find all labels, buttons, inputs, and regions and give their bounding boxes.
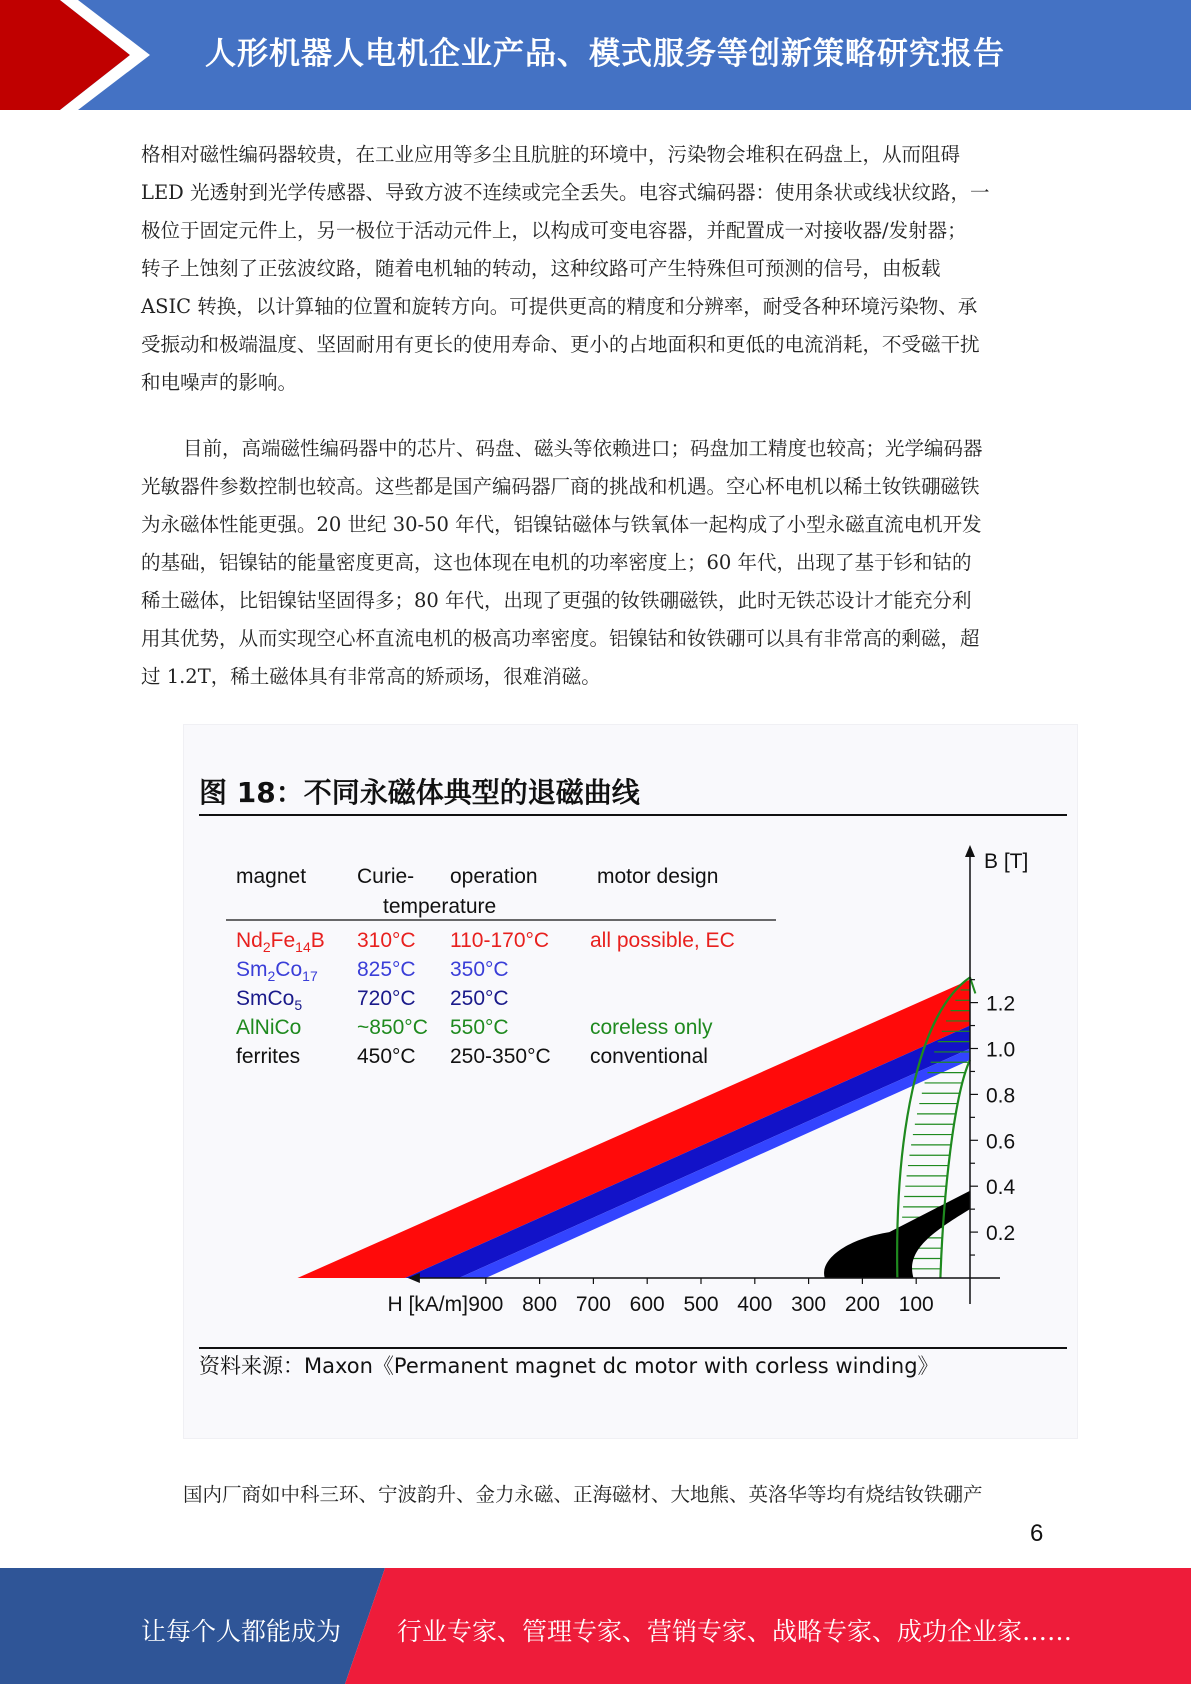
paragraph-3 — [141, 1476, 1048, 1514]
x-tick-label: 300 — [791, 1293, 827, 1316]
text-line: 受振动和极端温度、坚固耐用有更长的使用寿命、更小的占地面积和更低的电流消耗，不受磁干扰 — [141, 333, 980, 356]
paragraph-2 — [141, 430, 1048, 696]
table-cell-magnet: $Sm_2Co_{17}$ — [236, 958, 318, 984]
x-tick-label: 800 — [522, 1293, 558, 1316]
table-header: temperature — [383, 895, 497, 918]
y-tick-label: 0.4 — [986, 1176, 1016, 1200]
footer-slogan-right: 行业专家、管理专家、营销专家、战略专家、成功企业家…… — [397, 1617, 1073, 1646]
table-header: Curie- — [357, 865, 415, 888]
table-cell-operation: 250°C — [450, 987, 509, 1010]
table-cell-operation: 350°C — [450, 958, 509, 981]
text-line: 稀土磁体，比铝镍钴坚固得多；80 年代，出现了更强的钕铁硼磁铁，此时无铁芯设计才能充分利 — [141, 589, 972, 612]
figure-source: 资料来源：Maxon《Permanent magnet dc motor with corless winding》 — [199, 1354, 939, 1378]
text-line: ASIC 转换，以计算轴的位置和旋转方向。可提供更高的精度和分辨率，耐受各种环境污染物、承 — [141, 295, 978, 318]
text-line: 极位于固定元件上，另一极位于活动元件上，以构成可变电容器，并配置成一对接收器/发射器； — [141, 219, 967, 242]
text-line: 和电噪声的影响。 — [141, 371, 298, 394]
text-line: 为永磁体性能更强。20 世纪 30-50 年代，铝镍钴磁体与铁氧体一起构成了小型永磁直流电机开发 — [141, 513, 982, 536]
text-line: 国内厂商如中科三环、宁波韵升、金力永磁、正海磁材、大地熊、英洛华等均有烧结钕铁硼产 — [183, 1483, 983, 1506]
text-line: 过 1.2T，稀土磁体具有非常高的矫顽场，很难消磁。 — [141, 665, 601, 688]
y-axis-arrow-icon — [965, 845, 975, 857]
table-cell-magnet: SmCo$_5$ — [236, 987, 303, 1013]
table-cell-curie: 310°C — [357, 929, 416, 952]
text-line: 用其优势，从而实现空心杯直流电机的极高功率密度。铝镍钴和钕铁硼可以具有非常高的剩磁，超 — [141, 627, 980, 650]
figure-bottom-rule — [199, 1347, 1067, 1349]
x-tick-label: 700 — [575, 1293, 611, 1316]
table-cell-design: coreless only — [590, 1016, 713, 1039]
x-tick-label: 200 — [844, 1293, 880, 1316]
table-header: motor design — [597, 865, 719, 888]
table-cell-magnet: $Nd_2Fe_{14}B$ — [236, 929, 325, 955]
table-cell-operation: 110-170°C — [450, 929, 550, 952]
table-header: operation — [450, 865, 538, 888]
y-tick-label: 0.6 — [986, 1130, 1016, 1154]
x-tick-label: 500 — [683, 1293, 719, 1316]
text-line: 的基础，铝镍钴的能量密度更高，这也体现在电机的功率密度上；60 年代，出现了基于钐和钴的 — [141, 551, 972, 574]
x-axis-label: H [kA/m] — [387, 1293, 468, 1316]
table-cell-magnet: ferrites — [236, 1045, 301, 1068]
table-cell-design: conventional — [590, 1045, 708, 1068]
table-header: magnet — [236, 865, 307, 888]
x-tick-label: 400 — [737, 1293, 773, 1316]
y-axis-label: B [T] — [984, 850, 1029, 873]
x-tick-label: 900 — [468, 1293, 504, 1316]
table-cell-operation: 550°C — [450, 1016, 509, 1039]
report-title: 人形机器人电机企业产品、模式服务等创新策略研究报告 — [205, 36, 1005, 72]
table-cell-design: all possible, EC — [590, 929, 735, 952]
x-tick-label: 600 — [629, 1293, 665, 1316]
y-tick-label: 1.2 — [986, 992, 1016, 1016]
table-cell-curie: 720°C — [357, 987, 416, 1010]
footer-slogan-left: 让每个人都能成为 — [141, 1617, 342, 1646]
text-line: 目前，高端磁性编码器中的芯片、码盘、磁头等依赖进口；码盘加工精度也较高；光学编码器 — [183, 437, 983, 460]
text-line: LED 光透射到光学传感器、导致方波不连续或完全丢失。电容式编码器：使用条状或线状纹路，一 — [141, 181, 990, 204]
table-cell-magnet: AlNiCo — [236, 1016, 302, 1039]
text-line: 转子上蚀刻了正弦波纹路，随着电机轴的转动，这种纹路可产生特殊但可预测的信号，由板载 — [141, 257, 941, 280]
y-tick-label: 0.2 — [986, 1222, 1016, 1246]
table-cell-curie: 450°C — [357, 1045, 416, 1068]
table-cell-operation: 250-350°C — [450, 1045, 551, 1068]
table-cell-curie: ~850°C — [357, 1016, 428, 1039]
x-tick-label: 100 — [898, 1293, 934, 1316]
figure-18 — [183, 724, 1078, 1439]
paragraph-1 — [141, 136, 1048, 402]
header-red-arrow-icon — [0, 0, 160, 110]
page-header — [0, 0, 1191, 110]
figure-title: 图 18：不同永磁体典型的退磁曲线 — [199, 776, 640, 809]
y-tick-label: 1.0 — [986, 1038, 1016, 1062]
text-line: 光敏器件参数控制也较高。这些都是国产编码器厂商的挑战和机遇。空心杯电机以稀土钕铁硼磁铁 — [141, 475, 980, 498]
text-line: 格相对磁性编码器较贵，在工业应用等多尘且肮脏的环境中，污染物会堆积在码盘上，从而阻碍 — [141, 143, 961, 166]
y-tick-label: 0.8 — [986, 1084, 1016, 1108]
page-number: 6 — [1030, 1520, 1044, 1547]
table-cell-curie: 825°C — [357, 958, 416, 981]
demagnetization-chart — [184, 725, 1077, 1335]
